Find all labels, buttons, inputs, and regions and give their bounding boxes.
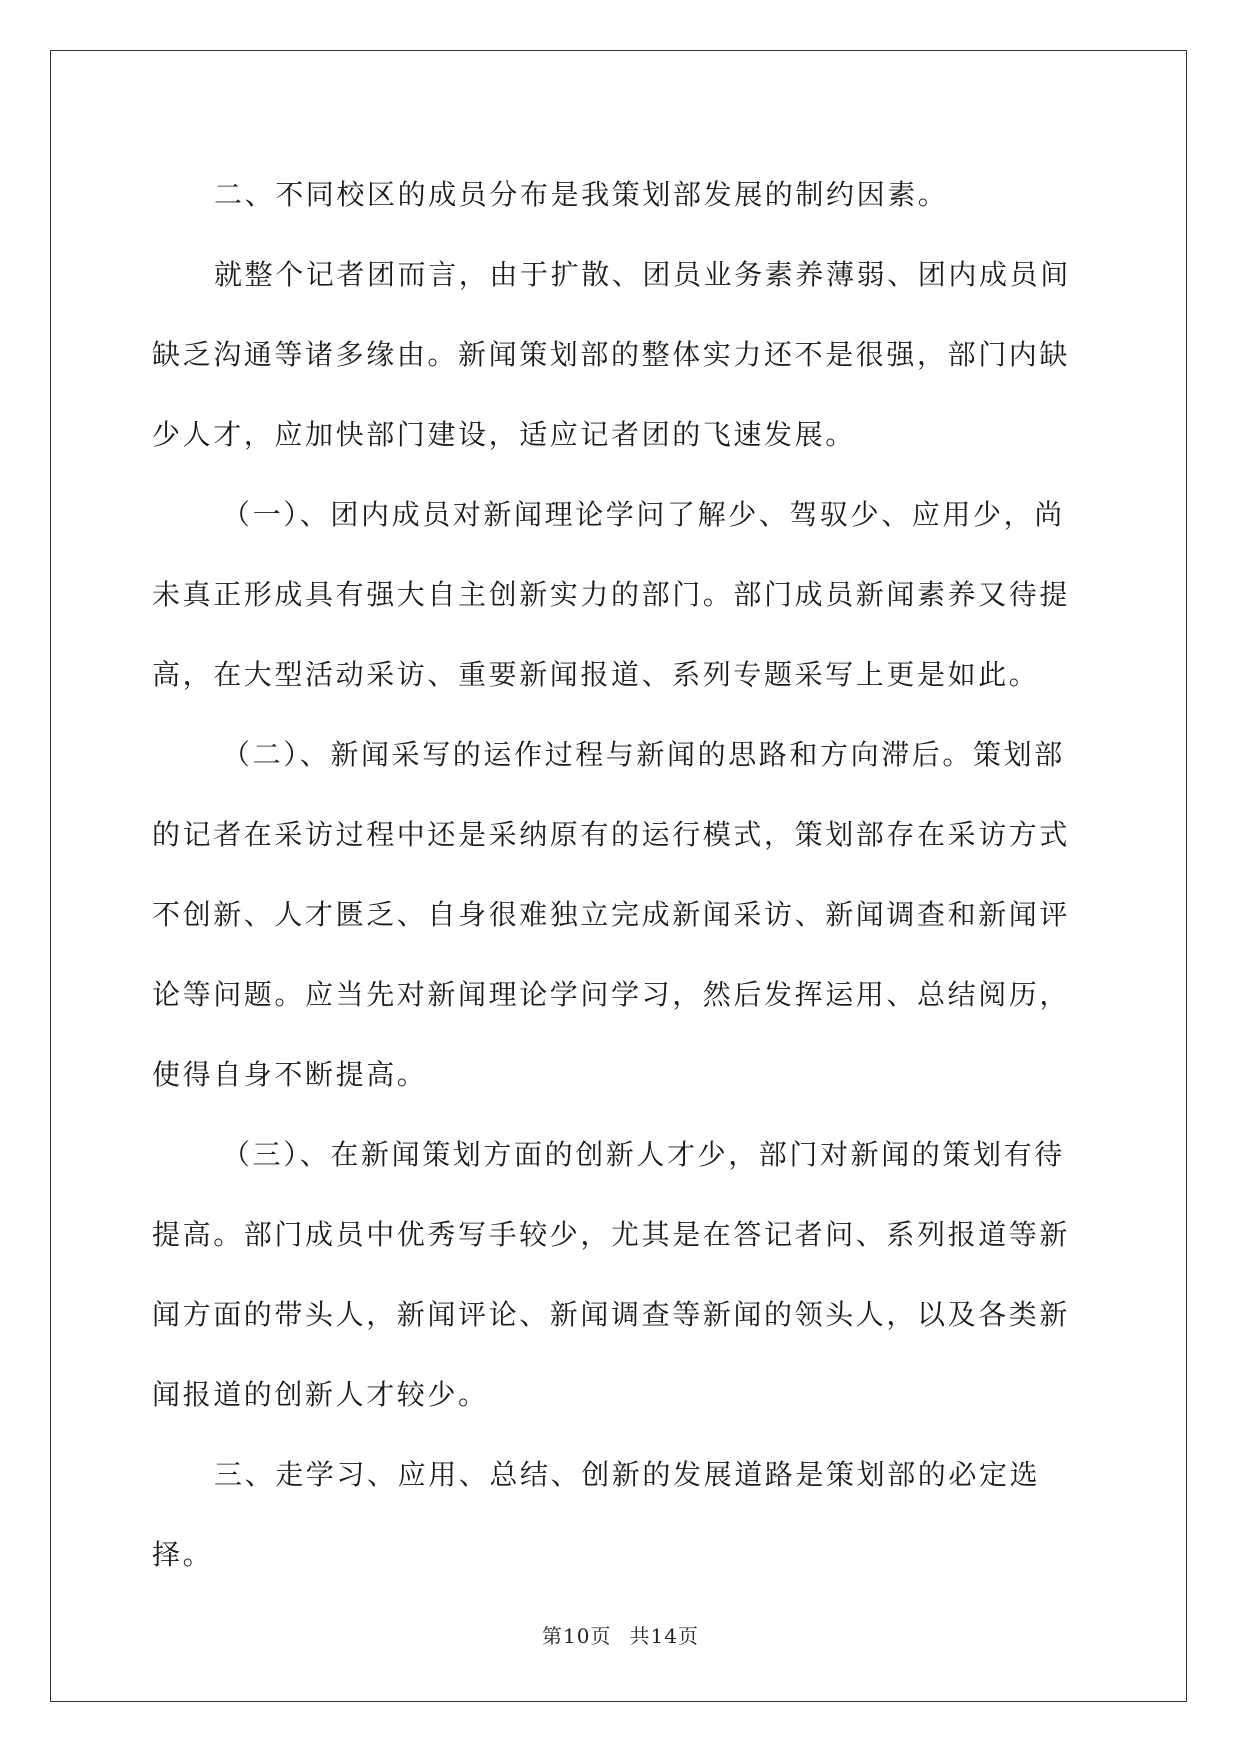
page-footer	[0, 1620, 1241, 1649]
paragraph-section-two-heading: 二、不同校区的成员分布是我策划部发展的制约因素。	[214, 178, 949, 211]
paragraph-overview: 就整个记者团而言，由于扩散、团员业务素养薄弱、团内成员间缺乏沟通等诸多缘由。新闻策划部的整体实力还不是很强，部门内缺少人才，应加快部门建设，适应记者团的飞速发展。	[152, 258, 1071, 451]
page-number: 第10页	[542, 1624, 612, 1648]
paragraph-point-two: （二）、新闻采写的运作过程与新闻的思路和方向滞后。策划部的记者在采访过程中还是采纳原有的运行模式，策划部存在采访方式不创新、人才匮乏、自身很难独立完成新闻采访、新闻调查和新闻评论等问题。应当先对新闻理论学问学习，然后发挥运用、总结阅历，使得自身不断提高。	[152, 738, 1071, 1091]
paragraph-section-three-heading: 三、走学习、应用、总结、创新的发展道路是策划部的必定选择。	[152, 1458, 1041, 1571]
document-body	[152, 155, 1092, 1595]
paragraph-point-three: （三）、在新闻策划方面的创新人才少，部门对新闻的策划有待提高。部门成员中优秀写手较少，尤其是在答记者问、系列报道等新闻方面的带头人，新闻评论、新闻调查等新闻的领头人，以及各类新闻报道的创新人才较少。	[152, 1138, 1071, 1411]
paragraph-point-one: （一）、团内成员对新闻理论学问了解少、驾驭少、应用少，尚未真正形成具有强大自主创新实力的部门。部门成员新闻素养又待提高，在大型活动采访、重要新闻报道、系列专题采写上更是如此。	[152, 498, 1071, 691]
page-total: 共14页	[629, 1624, 699, 1648]
